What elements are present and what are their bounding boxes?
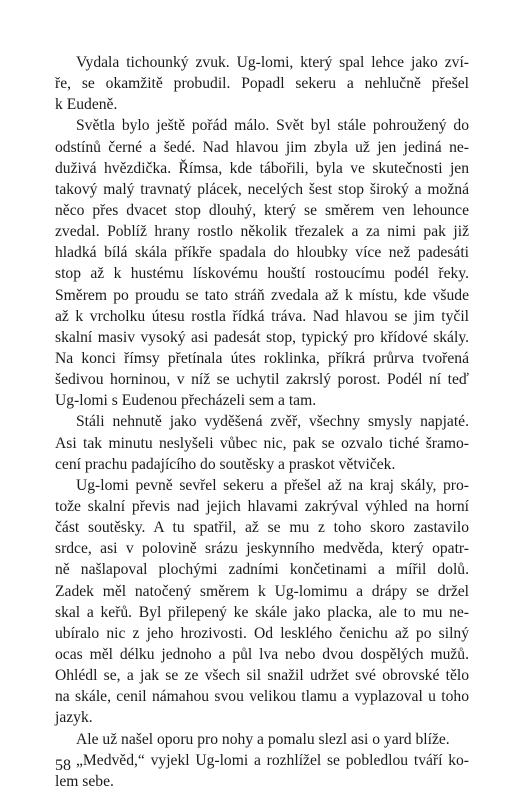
paragraph [55,750,469,792]
text-line: ocas měl délku jednoho a půl lva nebo dvou dospělých mužů. [55,645,469,663]
text-line: Ug-lomi pevně sevřel sekeru a přešel až na kraj skály, pro- [76,476,469,494]
text-line: takový malý travnatý plácek, necelých šest stop široký a možná [55,180,469,198]
text-line: Ale už našel oporu pro nohy a pomalu slezl asi o yard blíže. [76,730,450,748]
text-line: Asi tak minutu neslyšeli vůbec nic, pak se ozvalo tiché šramo- [55,434,469,452]
paragraph [55,52,469,115]
text-line: Směrem po proudu se tato stráň zvedala až k místu, kde všude [55,286,469,304]
text-line: Ug-lomi s Eudenou přecházeli sem a tam. [55,392,317,410]
text-line: duživá hvězdička. Římsa, kde tábořili, byla ve skutečnosti jen [55,159,469,177]
text-line: odstínů černé a šedé. Nad hlavou jim zbyla už jen jediná ne- [55,138,469,156]
paragraph [55,411,469,474]
text-line: zvedal. Poblíž hrany rostlo několik třezalek a za nimi pak již [55,223,469,241]
text-line: cení prachu padajícího do soutěsky a praskot větviček. [55,455,396,473]
text-line: ubíralo nic z jeho hrozivosti. Od lesklého čenichu až po silný [55,624,469,642]
text-line: hladká bílá skála příkře spadala do hloubky více než padesáti [55,244,469,262]
text-line: ře, se okamžitě probudil. Popadl sekeru a nehlučně přešel [55,75,469,93]
text-line: jazyk. [55,709,93,727]
text-line: až k vrcholku útesu rostla řídká tráva. Nad hlavou se jim tyčil [55,307,469,325]
text-line: Světla bylo ještě pořád málo. Svět byl stále pohroužený do [76,117,469,135]
text-line: Ohlédl se, a jak se ze všech sil snažil udržet své obrovské tělo [55,667,469,685]
text-line: srdce, asi v polovině srázu jeskynního medvěda, který opatr- [55,540,469,558]
paragraph [55,729,469,750]
text-line: část soutěsky. A tu spatřil, až se mu z toho skoro zastavilo [55,519,469,537]
text-line: „Medvěd,“ vyjekl Ug-lomi a rozhlížel se pobledlou tváří ko- [76,751,469,769]
page-number: 58 [55,757,71,774]
text-line: šedivou horninou, v níž se uchytil zakrslý porost. Podél ní teď [55,371,469,389]
text-line: tože skalní převis nad jejich hlavami zakrýval výhled na horní [55,497,469,515]
text-line: něco přes dvacet stop dlouhý, který se směrem ven lehounce [55,201,469,219]
text-line: na skále, cenil námahou svou velikou tlamu a vyplazoval u toho [55,688,469,706]
text-line: lem sebe. [55,772,114,790]
paragraph [55,475,469,729]
text-line: stop až k hustému lískovému houští rostoucímu podél řeky. [55,265,469,283]
text-line: Stáli nehnutě jako vyděšená zvěř, všechny smysly napjaté. [76,413,469,431]
text-line: Vydala tichounký zvuk. Ug-lomi, který spal lehce jako zví- [76,54,469,71]
text-line: Zadek měl natočený směrem k Ug-lomimu a drápy se držel [55,582,469,600]
paragraph [55,115,469,411]
text-line: skal a keřů. Byl přilepený ke skále jako placka, ale to mu ne- [55,603,469,621]
text-line: k Eudeně. [55,96,118,114]
text-line: skalní masiv vysoký asi padesát stop, typický pro křídové skály. [55,328,469,346]
text-line: Na konci římsy přetínala útes roklinka, příkrá průrva tvořená [55,349,469,367]
text-line: ně našlapoval plochými zadními končetinami a mířil dolů. [55,561,469,579]
body-text [55,52,469,792]
